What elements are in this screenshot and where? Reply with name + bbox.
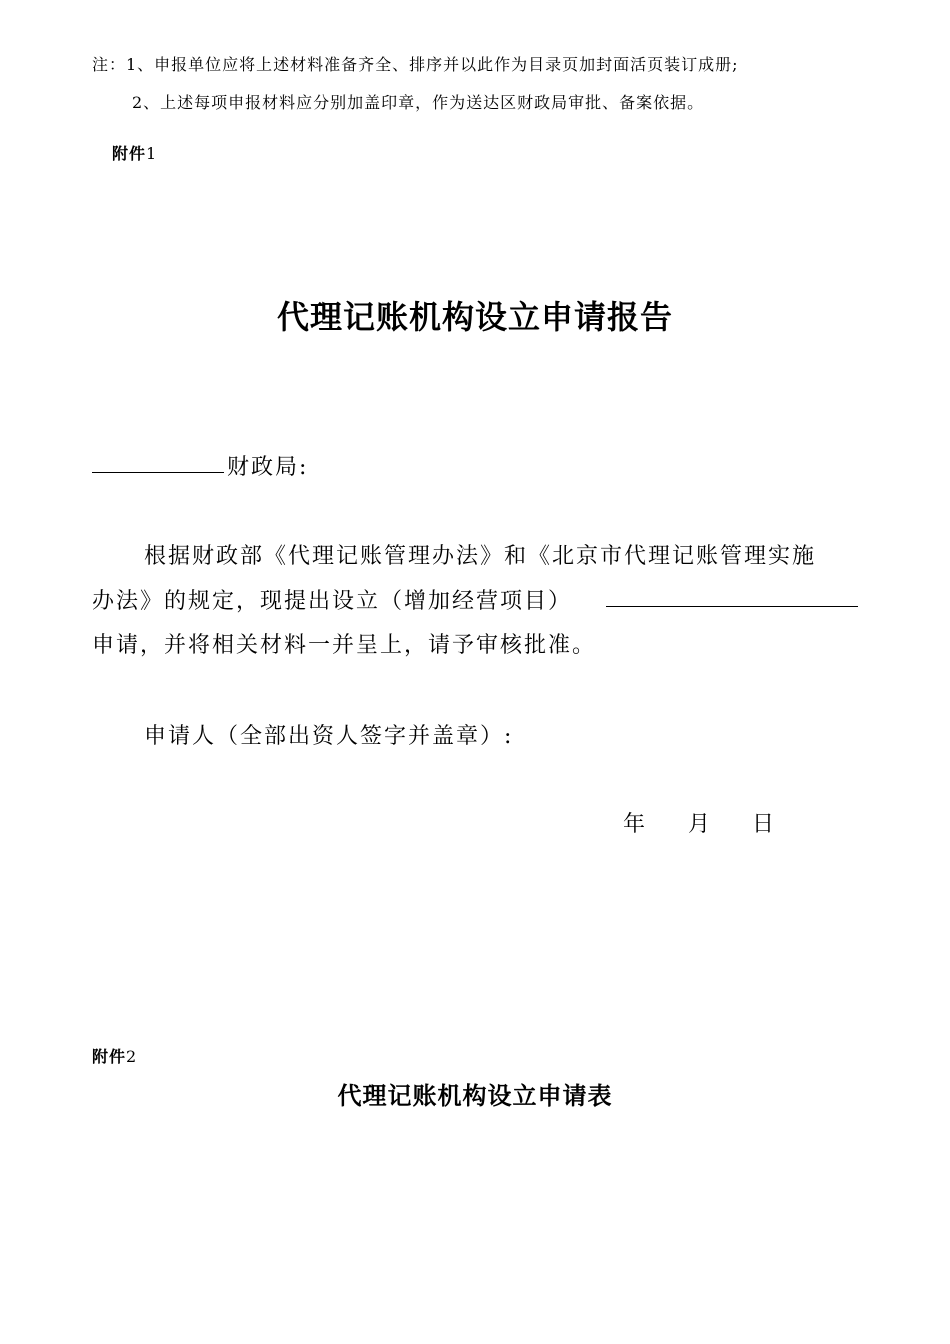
note-line-1: 注：1、申报单位应将上述材料准备齐全、排序并以此作为目录页加封面活页装订成册;	[92, 55, 739, 74]
attachment-1-number: 1	[146, 144, 158, 163]
date-month: 月	[688, 812, 711, 837]
attachment-2-label	[92, 1044, 137, 1067]
paragraph-line-2: 办法》的规定，现提出设立（增加经营项目）	[92, 589, 573, 614]
attachment-2-number: 2	[126, 1047, 138, 1066]
addressee-suffix: 财政局:	[227, 455, 309, 480]
attachment-1-title: 代理记账机构设立申请报告	[276, 298, 673, 336]
note-line-2: 2、上述每项申报材料应分别加盖印章，作为送达区财政局审批、备案依据。	[132, 93, 705, 112]
attachment-2-title: 代理记账机构设立申请表	[337, 1082, 613, 1110]
attachment-1-label-text: 附件	[112, 144, 147, 163]
project-blank	[606, 606, 858, 607]
date-day: 日	[752, 812, 775, 837]
paragraph-line-3: 申请，并将相关材料一并呈上，请予审核批准。	[92, 633, 597, 658]
date-year: 年	[623, 812, 646, 837]
attachment-1-label	[112, 141, 157, 164]
addressee-blank	[92, 472, 224, 473]
applicant-line: 申请人（全部出资人签字并盖章）:	[144, 724, 514, 749]
attachment-2-label-text: 附件	[92, 1047, 127, 1066]
paragraph-line-1: 根据财政部《代理记账管理办法》和《北京市代理记账管理实施	[144, 544, 817, 569]
